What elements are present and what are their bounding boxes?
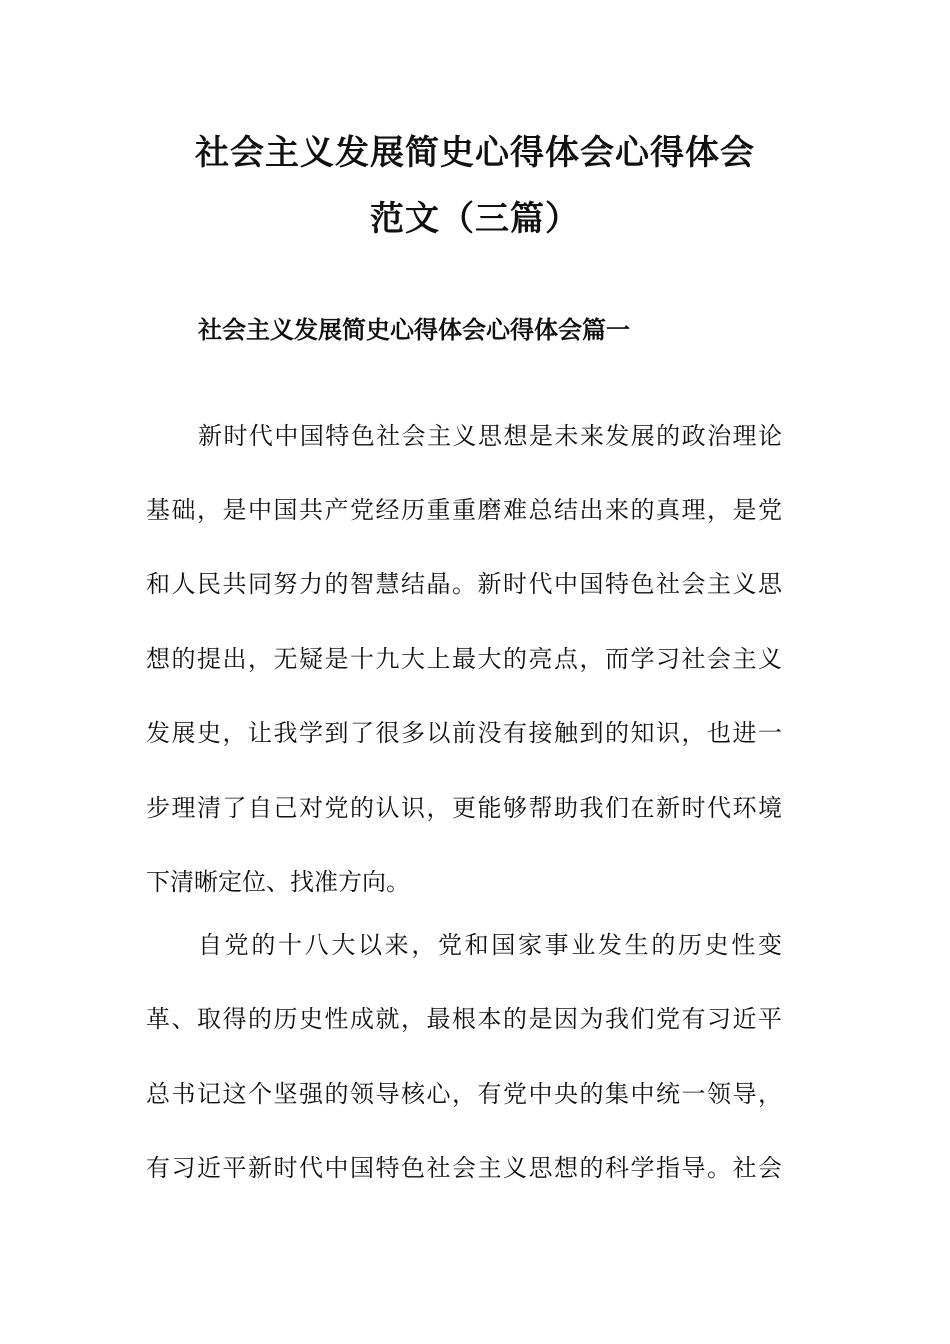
paragraph-line: 革、取得的历史性成就，最根本的是因为我们党有习近平 [146, 1005, 782, 1033]
paragraph-line: 下清晰定位、找准方向。 [146, 868, 410, 896]
paragraph-line: 步理清了自己对党的认识，更能够帮助我们在新时代环境 [146, 794, 782, 822]
section-heading: 社会主义发展简史心得体会心得体会篇一 [198, 316, 630, 344]
paragraph-line: 有习近平新时代中国特色社会主义思想的科学指导。社会 [146, 1154, 782, 1182]
document-title-line-1: 社会主义发展简史心得体会心得体会 [195, 133, 755, 173]
paragraph-line: 新时代中国特色社会主义思想是未来发展的政治理论 [198, 422, 782, 450]
document-title-line-2: 范文（三篇） [370, 199, 580, 239]
paragraph-line: 和人民共同努力的智慧结晶。新时代中国特色社会主义思 [146, 570, 782, 598]
paragraph-line: 基础，是中国共产党经历重重磨难总结出来的真理，是党 [146, 496, 782, 524]
paragraph-line: 自党的十八大以来，党和国家事业发生的历史性变 [198, 931, 782, 959]
paragraph-line: 想的提出，无疑是十九大上最大的亮点，而学习社会主义 [146, 645, 782, 673]
paragraph-line: 总书记这个坚强的领导核心，有党中央的集中统一领导， [146, 1080, 782, 1108]
paragraph-line: 发展史，让我学到了很多以前没有接触到的知识，也进一 [146, 719, 782, 747]
